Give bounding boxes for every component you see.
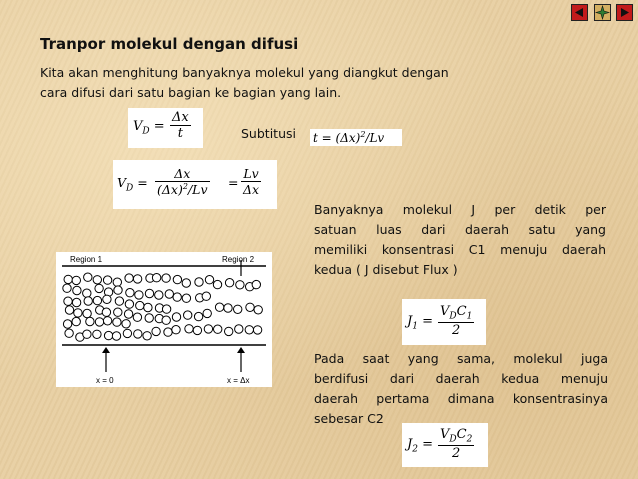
molecule	[143, 332, 151, 340]
molecule	[65, 329, 73, 337]
molecule	[63, 320, 71, 328]
molecule	[172, 313, 180, 321]
molecule	[72, 276, 80, 284]
paragraph-line: daerah pertama dimana konsentrasinya	[314, 391, 608, 406]
molecule	[162, 316, 170, 324]
paragraph-line: kedua ( J disebut Flux )	[314, 262, 458, 277]
molecule	[74, 309, 82, 317]
subtitusi-label: Subtitusi	[241, 126, 296, 141]
molecule	[64, 297, 72, 305]
molecule	[173, 275, 181, 283]
molecule	[113, 278, 121, 286]
molecule	[193, 326, 201, 334]
equation-time: $t = (\Delta x)^2/Lv$	[310, 129, 402, 146]
molecule	[72, 298, 80, 306]
molecule	[93, 330, 101, 338]
molecules-group	[63, 273, 263, 341]
molecule	[225, 327, 233, 335]
molecule	[83, 330, 91, 338]
molecule	[204, 325, 212, 333]
flux-explanation-paragraph	[314, 200, 606, 280]
molecule	[134, 330, 142, 338]
reverse-diffusion-paragraph	[314, 349, 608, 429]
molecule	[72, 317, 80, 325]
molecule	[125, 300, 133, 308]
molecule	[114, 308, 122, 316]
molecule	[135, 291, 143, 299]
molecule	[93, 296, 101, 304]
molecule	[84, 273, 92, 281]
home-cross-icon	[595, 5, 610, 20]
molecule	[194, 312, 202, 320]
molecule	[104, 331, 112, 339]
molecule	[83, 289, 91, 297]
diffusion-diagram	[56, 252, 272, 387]
home-button[interactable]	[594, 4, 611, 21]
molecule	[63, 284, 71, 292]
molecule	[184, 311, 192, 319]
molecule	[202, 292, 210, 300]
triangle-left-icon	[572, 5, 587, 20]
paragraph-line: memiliki konsentrasi C1 menuju daerah	[314, 242, 606, 257]
molecule	[213, 280, 221, 288]
molecule	[165, 290, 173, 298]
molecule	[152, 274, 160, 282]
paragraph-line: Banyaknya molekul J per detik per	[314, 202, 606, 217]
molecule	[112, 332, 120, 340]
intro-line: cara difusi dari satu bagian ke bagian yang lain.	[40, 85, 342, 100]
molecule	[254, 306, 262, 314]
molecule	[65, 306, 73, 314]
molecule	[64, 275, 72, 283]
equation-flux-j1: $J_1$ = $V_DC_1$ 2	[402, 299, 486, 345]
molecule	[172, 326, 180, 334]
molecule	[225, 279, 233, 287]
molecule	[162, 305, 170, 313]
molecule	[162, 274, 170, 282]
molecule	[173, 293, 181, 301]
molecule	[93, 276, 101, 284]
molecule	[182, 279, 190, 287]
molecule	[224, 304, 232, 312]
molecule	[253, 326, 261, 334]
molecule	[205, 276, 213, 284]
molecule	[102, 308, 110, 316]
molecule	[103, 317, 111, 325]
molecule	[235, 325, 243, 333]
region2-label: Region 2	[222, 255, 255, 264]
diffusion-diagram-svg	[56, 252, 272, 387]
molecule	[246, 303, 254, 311]
molecule	[155, 291, 163, 299]
molecule	[144, 303, 152, 311]
molecule	[95, 318, 103, 326]
molecule	[252, 280, 260, 288]
slide-title: Tranpor molekul dengan difusi	[40, 35, 299, 53]
xdx-arrow-head	[237, 347, 245, 353]
molecule	[214, 325, 222, 333]
equation-velocity-substituted: $V_D$ = $\frac{\Delta x}{(\Delta x)^2/Lv}$ = $\frac{Lv}{\Delta x}$	[113, 160, 277, 209]
equation-flux-j2: $J_2$ = $V_DC_2$ 2	[402, 423, 488, 467]
intro-line: Kita akan menghitung banyaknya molekul yang diangkut dengan	[40, 65, 449, 80]
molecule	[83, 309, 91, 317]
molecule	[113, 318, 121, 326]
molecule	[124, 310, 132, 318]
molecule	[182, 294, 190, 302]
molecule	[185, 325, 193, 333]
x0-label: x = 0	[96, 376, 114, 385]
molecule	[122, 320, 130, 328]
molecule	[115, 297, 123, 305]
paragraph-line: sebesar C2	[314, 411, 384, 426]
intro-paragraph	[40, 63, 520, 103]
molecule	[73, 286, 81, 294]
molecule	[126, 289, 134, 297]
paragraph-line: berdifusi dari daerah kedua menuju	[314, 371, 608, 386]
molecule	[234, 305, 242, 313]
molecule	[84, 297, 92, 305]
molecule	[164, 328, 172, 336]
previous-slide-button[interactable]	[571, 4, 588, 21]
next-slide-button[interactable]	[616, 4, 633, 21]
molecule	[215, 303, 223, 311]
molecule	[125, 274, 133, 282]
equation-velocity: $V_D$ = $\frac{\Delta x}{t}$	[128, 108, 203, 148]
molecule	[95, 284, 103, 292]
molecule	[195, 278, 203, 286]
molecule	[133, 275, 141, 283]
paragraph-line: Pada saat yang sama, molekul juga	[314, 351, 608, 366]
molecule	[114, 286, 122, 294]
molecule	[103, 295, 111, 303]
molecule	[203, 309, 211, 317]
x0-arrow-head	[102, 347, 110, 353]
paragraph-line: satuan luas dari daerah satu yang	[314, 222, 606, 237]
molecule	[145, 289, 153, 297]
molecule	[245, 326, 253, 334]
molecule	[152, 327, 160, 335]
molecule	[86, 317, 94, 325]
triangle-right-icon	[617, 5, 632, 20]
molecule	[123, 329, 131, 337]
xdx-label: x = Δx	[227, 376, 250, 385]
molecule	[236, 281, 244, 289]
molecule	[133, 313, 141, 321]
region1-label: Region 1	[70, 255, 103, 264]
molecule	[145, 314, 153, 322]
molecule	[136, 301, 144, 309]
molecule	[103, 276, 111, 284]
